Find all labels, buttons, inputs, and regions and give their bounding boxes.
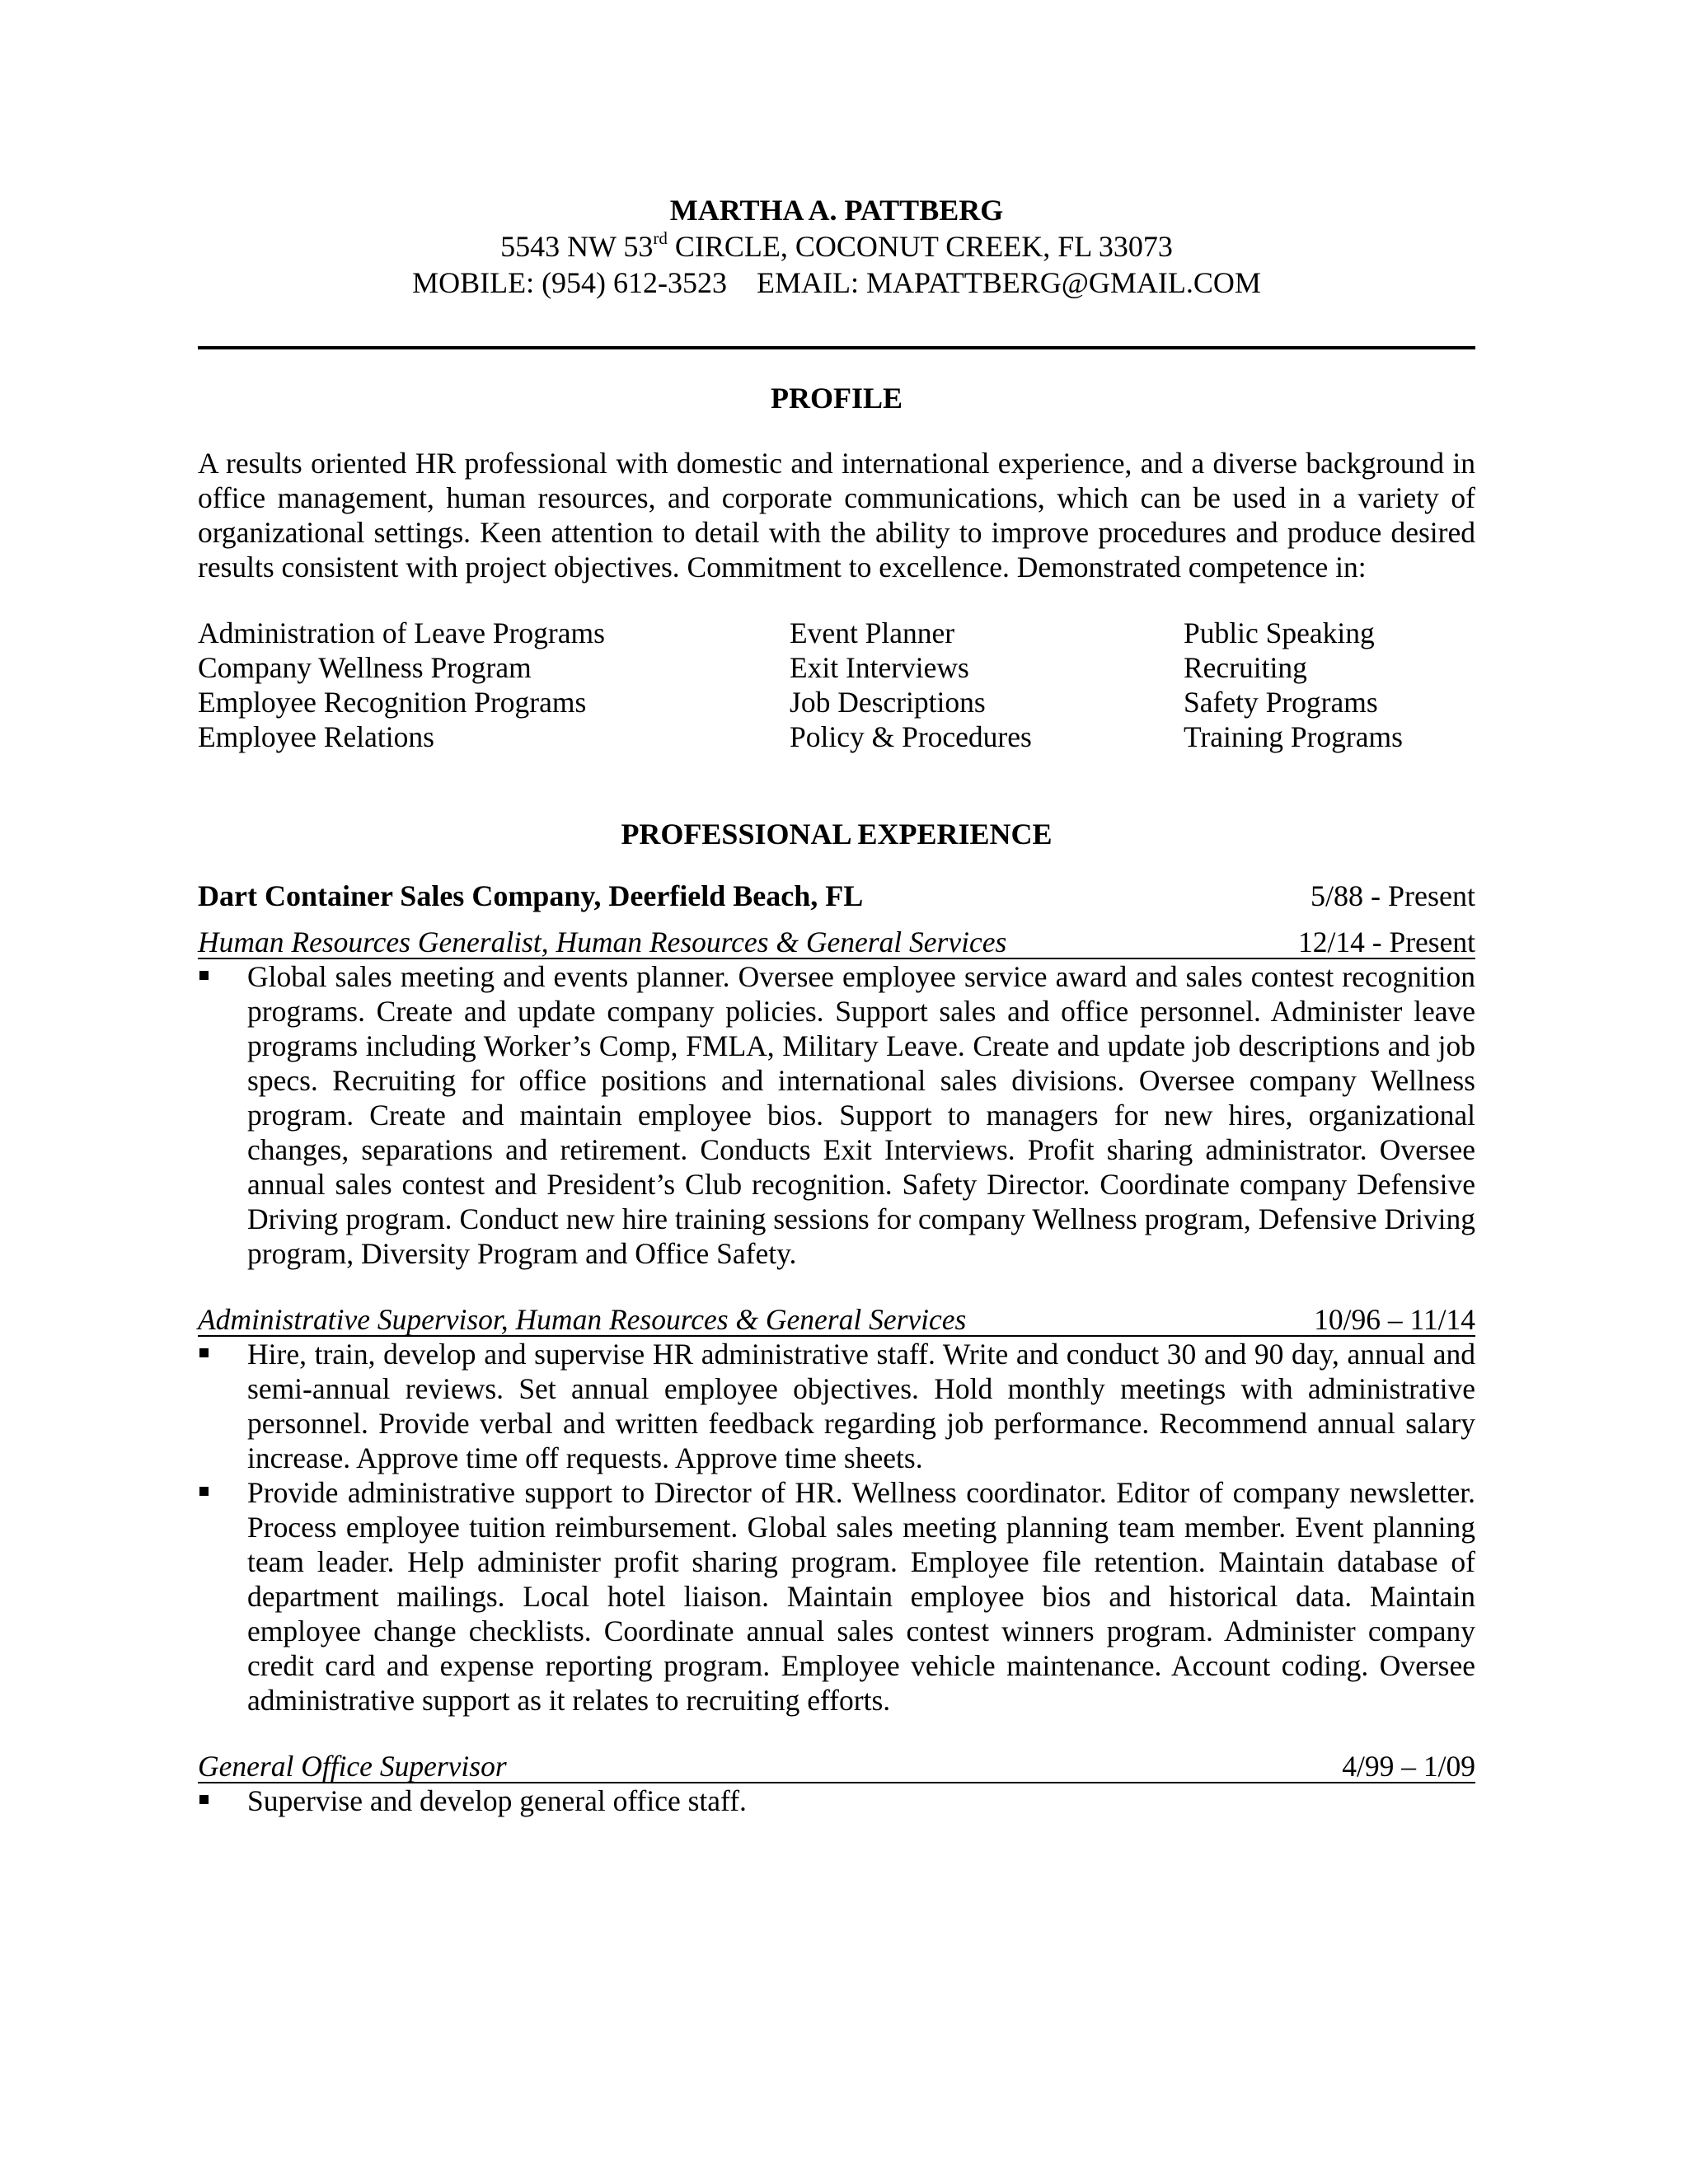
company-dates: 5/88 - Present: [1311, 879, 1475, 912]
skill-item: Job Descriptions: [790, 686, 986, 719]
address-prefix: 5543 NW 53: [500, 230, 654, 263]
job-row: [198, 1304, 1475, 1337]
skill-item: Policy & Procedures: [790, 720, 1032, 753]
resume-content: [198, 191, 1475, 1818]
job-duties-list: [198, 1783, 1475, 1818]
header-divider: [198, 346, 1475, 349]
job-title: Administrative Supervisor, Human Resources & General Services: [198, 1303, 967, 1336]
candidate-name: MARTHA A. PATTBERG: [669, 194, 1004, 227]
duty-bullet: Hire, train, develop and supervise HR administrative staff. Write and conduct 30 and 90 day, annual and semi-annual reviews. Set annual employee objectives. Hold monthly meetings with administrative personnel. Provide verbal and written feedback regarding job performance. Recommend annual salary increase. Approve time off requests. Approve time sheets.: [198, 1337, 1475, 1475]
job-duties-list: [198, 959, 1475, 1271]
job-dates: 4/99 – 1/09: [1342, 1750, 1475, 1783]
job-title: General Office Supervisor: [198, 1750, 507, 1783]
skill-item: Event Planner: [790, 616, 955, 649]
address-suffix: CIRCLE, COCONUT CREEK, FL 33073: [667, 230, 1173, 263]
candidate-contact: MOBILE: (954) 612-3523 EMAIL: MAPATTBERG@GMAIL.COM: [412, 266, 1261, 299]
skill-item: Employee Recognition Programs: [198, 686, 587, 719]
skill-item: Public Speaking: [1184, 616, 1375, 649]
resume-header: [198, 191, 1475, 302]
address-ordinal: rd: [653, 228, 668, 248]
duty-bullet: Global sales meeting and events planner. Oversee employee service award and sales contest recognition programs. Create and update company policies. Support sales and office personnel. Administer leave programs including Worker’s Comp, FMLA, Military Leave. Create and update job descriptions and job specs. Recruiting for office positions and international sales divisions. Oversee company Wellness program. Create and maintain employee bios. Support to managers for new hires, organizational changes, separations and retirement. Conducts Exit Interviews. Profit sharing administrator. Oversee annual sales contest and President’s Club recognition. Safety Director. Coordinate company Defensive Driving program. Conduct new hire training sessions for company Wellness program, Defensive Driving program, Diversity Program and Office Safety.: [198, 959, 1475, 1271]
duty-bullet: Supervise and develop general office staff.: [198, 1783, 1475, 1818]
profile-heading: PROFILE: [770, 382, 903, 415]
skills-grid: [198, 616, 1475, 754]
skill-item: Company Wellness Program: [198, 651, 532, 684]
candidate-address: [198, 229, 1475, 264]
skill-item: Training Programs: [1184, 720, 1403, 753]
skill-item: Safety Programs: [1184, 686, 1378, 719]
job-dates: 12/14 - Present: [1298, 926, 1475, 958]
company-row: [198, 878, 1475, 914]
skill-item: Exit Interviews: [790, 651, 969, 684]
job-duties-list: [198, 1337, 1475, 1718]
skill-item: Administration of Leave Programs: [198, 616, 605, 649]
skill-item: Employee Relations: [198, 720, 434, 753]
company-name: Dart Container Sales Company, Deerfield Beach, FL: [198, 879, 864, 912]
skill-item: Recruiting: [1184, 651, 1307, 684]
duty-bullet: Provide administrative support to Director of HR. Wellness coordinator. Editor of company newsletter. Process employee tuition reimbursement. Global sales meeting planning team member. Event planning team leader. Help administer profit sharing program. Employee file retention. Maintain database of department mailings. Local hotel liaison. Maintain employee bios and historical data. Maintain employee change checklists. Coordinate annual sales contest winners program. Administer company credit card and expense reporting program. Employee vehicle maintenance. Account coding. Oversee administrative support as it relates to recruiting efforts.: [198, 1475, 1475, 1718]
job-row: [198, 1750, 1475, 1783]
profile-summary: A results oriented HR professional with domestic and international experience, and a diverse background in office management, human resources, and corporate communications, which can be used in a variety of organizational settings. Keen attention to detail with the ability to improve procedures and produce desired results consistent with project objectives. Commitment to excellence. Demonstrated competence in:: [198, 447, 1475, 583]
job-dates: 10/96 – 11/14: [1314, 1303, 1475, 1336]
experience-heading: PROFESSIONAL EXPERIENCE: [621, 818, 1053, 851]
job-title: Human Resources Generalist, Human Resources & General Services: [198, 926, 1007, 958]
job-row: [198, 926, 1475, 959]
